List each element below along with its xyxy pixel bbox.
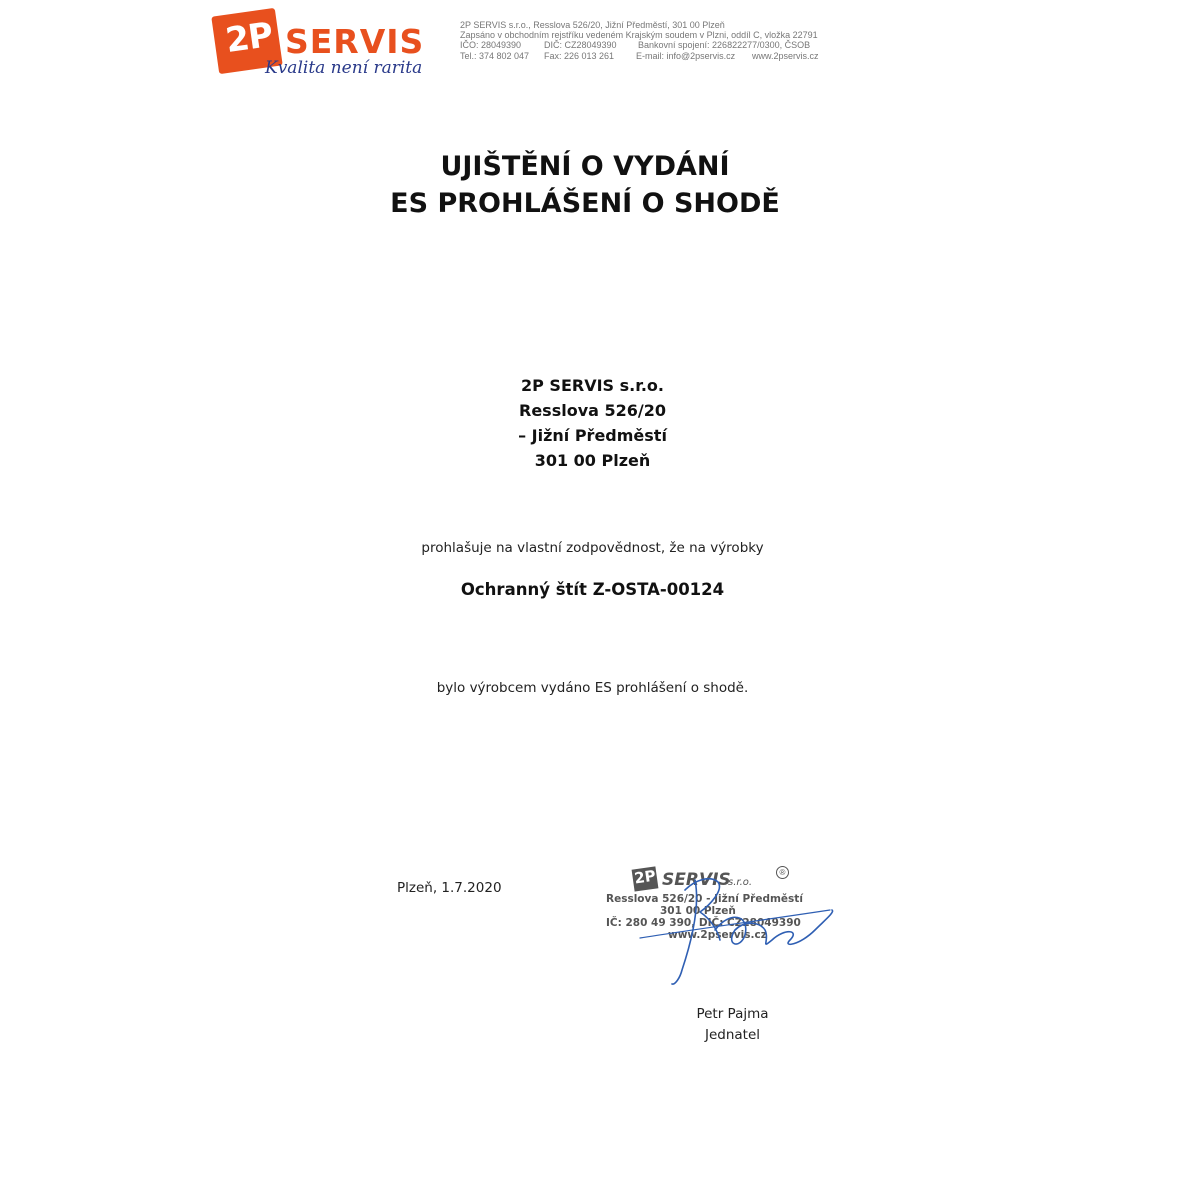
company-city: 301 00 Plzeň (534, 451, 651, 470)
letterhead-registration: Zapsáno v obchodním rejstříku vedeném Krajským soudem v Plzni, oddíl C, vložka 22791 (460, 30, 818, 41)
title-line-1: UJIŠTĚNÍ O VYDÁNÍ (440, 151, 730, 182)
stamp-suffix: s.r.o. (728, 877, 753, 888)
logo-motto: Kvalita není rarita (265, 58, 423, 78)
title-line-2: ES PROHLÁŠENÍ O SHODĚ (390, 188, 780, 219)
company-district: – Jižní Předměstí (518, 426, 667, 445)
product-name: Ochranný štít Z-OSTA-00124 (460, 580, 725, 599)
company-address-block (440, 373, 745, 473)
stamp-mark: 2P (633, 866, 657, 888)
declaration-text: prohlašuje na vlastní zodpovědnost, že na výrobky (421, 540, 764, 556)
stamp-web: www.2pservis.cz (668, 929, 767, 941)
place-date: Plzeň, 1.7.2020 (397, 880, 502, 896)
signer-block (680, 1004, 785, 1046)
logo-name: SERVIS (285, 22, 425, 61)
company-street: Resslova 526/20 (519, 401, 666, 420)
document-title (300, 148, 870, 222)
signer-name: Petr Pajma (696, 1006, 769, 1022)
letterhead-ico: IČO: 28049390 (460, 40, 522, 51)
logo-mark: 2P (223, 14, 275, 62)
handwritten-signature (600, 860, 850, 990)
letterhead-address: 2P SERVIS s.r.o., Resslova 526/20, Jižní Předměstí, 301 00 Plzeň (460, 20, 725, 30)
letterhead-dic: DIČ: CZ28049390 (544, 40, 617, 51)
stamp-address: Resslova 526/20 - Jižní Předměstí (606, 893, 803, 905)
issued-text: bylo výrobcem vydáno ES prohlášení o shodě. (436, 680, 749, 696)
letterhead-tel: Tel.: 374 802 047 (460, 50, 530, 61)
stamp-name: SERVIS (662, 870, 731, 890)
company-stamp (600, 860, 850, 990)
stamp-city: 301 00 Plzeň (660, 905, 736, 917)
letterhead-fax: Fax: 226 013 261 (544, 50, 615, 61)
letterhead-info (460, 20, 840, 61)
letterhead-email[interactable]: E-mail: info@2pservis.cz (636, 50, 736, 61)
letterhead-bank: Bankovní spojení: 226822277/0300, ČSOB (638, 40, 811, 51)
stamp-ids: IČ: 280 49 390, DIČ: CZ28049390 (606, 917, 801, 929)
company-name: 2P SERVIS s.r.o. (521, 376, 664, 395)
registered-icon: ® (776, 866, 789, 879)
signer-role: Jednatel (704, 1027, 761, 1043)
letterhead-web[interactable]: www.2pservis.cz (752, 50, 819, 61)
company-logo (215, 12, 465, 84)
